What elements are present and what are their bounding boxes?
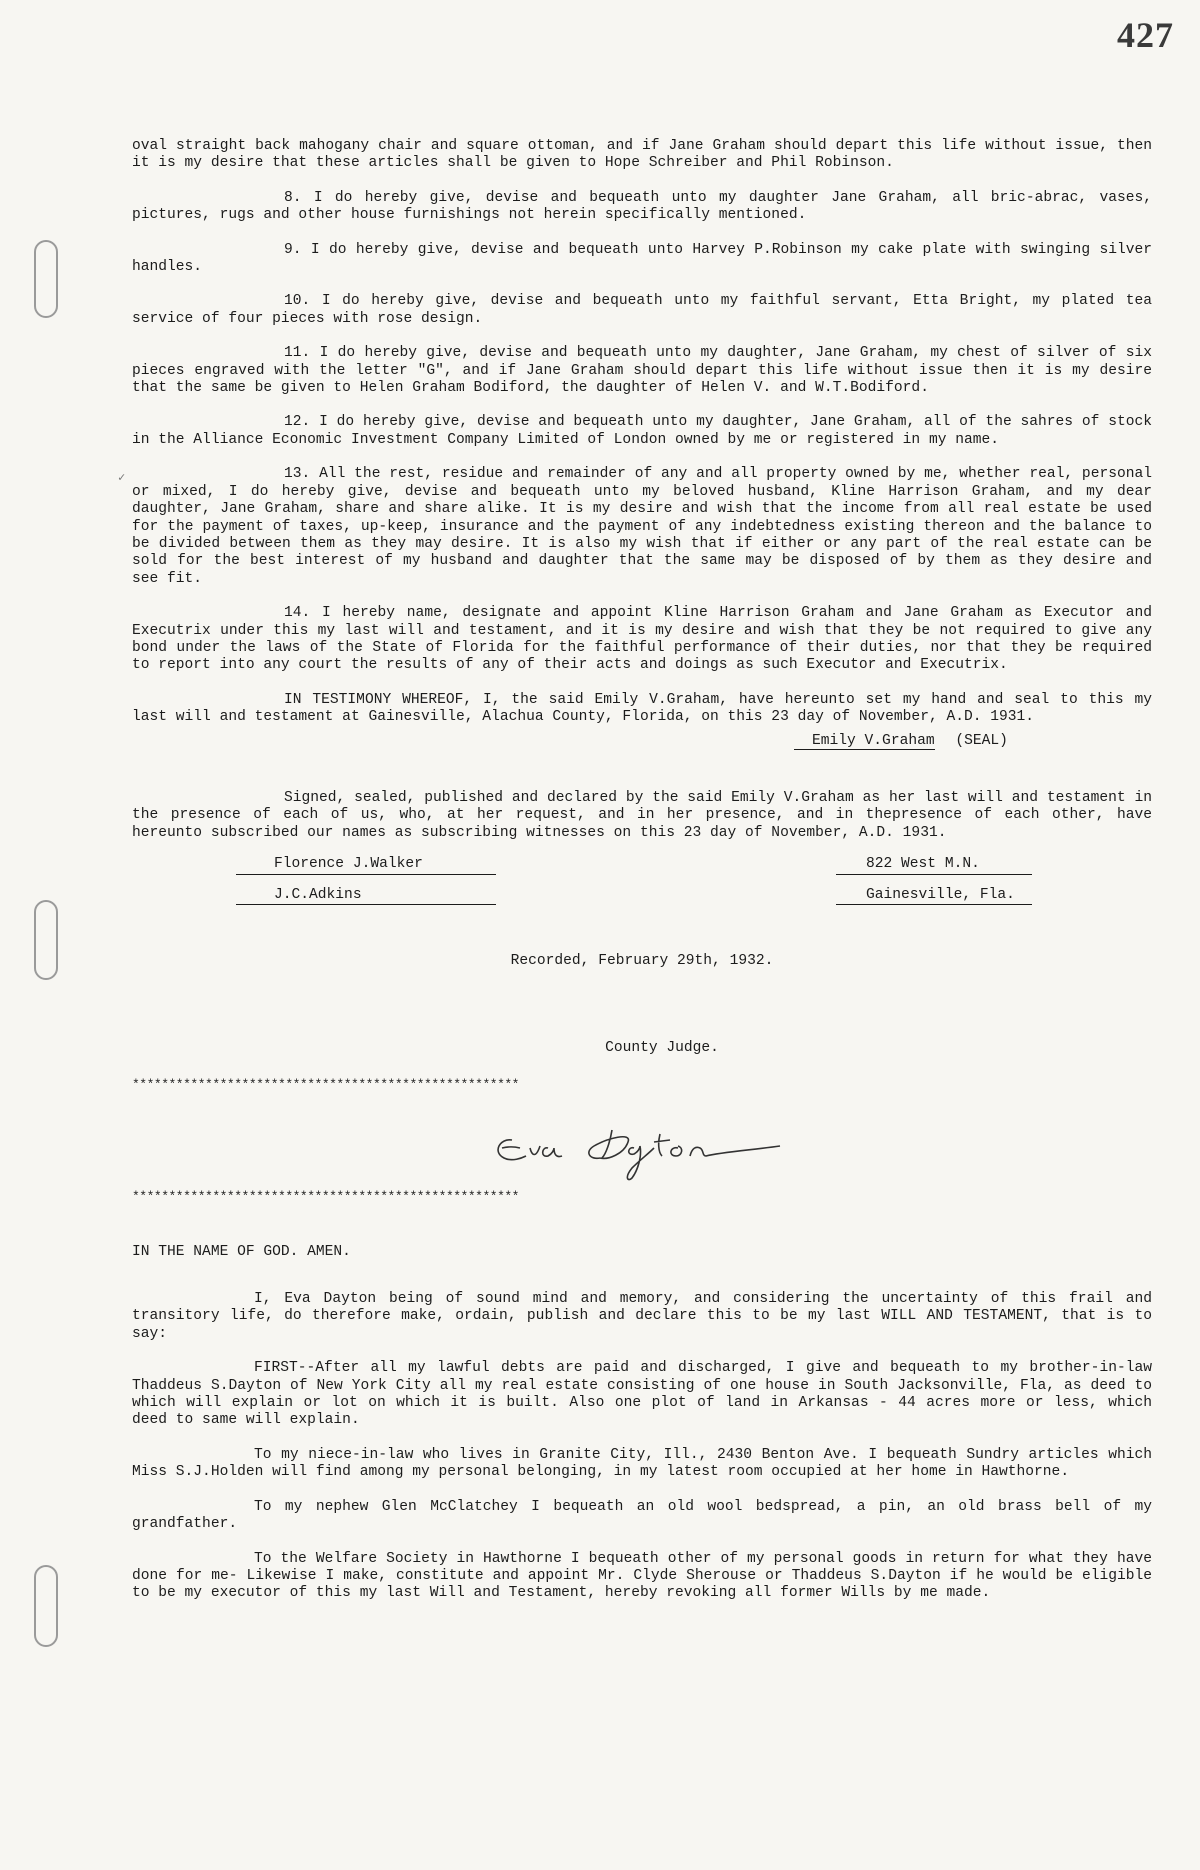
- paragraph-10: 10. I do hereby give, devise and bequeath unto my faithful servant, Etta Bright, my plated tea service of four pieces with rose design.: [132, 293, 1152, 327]
- paragraph-continuation: oval straight back mahogany chair and square ottoman, and if Jane Graham should depart this life without issue, then it is my desire that these articles shall be given to Hope Schreiber and Phil Robinson.: [132, 138, 1152, 172]
- margin-mark: ✓: [118, 471, 126, 485]
- page-number: 427: [1117, 15, 1174, 55]
- witness-name-2: J.C.Adkins: [236, 887, 496, 905]
- will-nephew-bequest: To my nephew Glen McClatchey I bequeath an old wool bedspread, a pin, an old brass bell of my grandfather.: [132, 1498, 1152, 1533]
- testator-name: Emily V.Graham: [794, 733, 935, 750]
- will-niece-bequest: To my niece-in-law who lives in Granite City, Ill., 2430 Benton Ave. I bequeath Sundry articles which Miss S.J.Holden will find among my personal belonging, in my latest room occupied at her home in Hawthorne.: [132, 1446, 1152, 1481]
- witness-row-2: [132, 887, 1152, 905]
- paragraph-9: 9. I do hereby give, devise and bequeath unto Harvey P.Robinson my cake plate with swinging silver handles.: [132, 241, 1152, 276]
- stars-divider-bottom: *****************************************************: [132, 1189, 519, 1205]
- witness-address-2: Gainesville, Fla.: [836, 887, 1032, 905]
- witness-address-1: 822 West M.N.: [836, 856, 1032, 874]
- paragraph-8: 8. I do hereby give, devise and bequeath unto my daughter Jane Graham, all bric-abrac, vases, pictures, rugs and other house furnishings not herein specifically mentioned.: [132, 189, 1152, 224]
- will-intro: I, Eva Dayton being of sound mind and memory, and considering the uncertainty of this frail and transitory life, do therefore make, ordain, publish and declare this to be my last WILL AND TESTAMENT, that is to say:: [132, 1291, 1152, 1342]
- paragraph-13: 13. All the rest, residue and remainder of any and all property owned by me, whether real, personal or mixed, I do hereby give, devise and bequeath unto my beloved husband, Kline Harrison Graham, and my dear daughter, Jane Graham, share and share alike. It is my desire and wish that the income from all real estate be used for the payment of taxes, up-keep, insurance and the payment of any indebtedness existing thereon and the balance to be divided between them as they may desire. It is also my wish that if either or any part of the real estate can be sold for the best interest of my husband and daughter that the same may be disposed of by them as they desire and see fit.: [132, 466, 1152, 587]
- paragraph-11: 11. I do hereby give, devise and bequeath unto my daughter, Jane Graham, my chest of silver of six pieces engraved with the letter "G", and if Jane Graham should depart this life without issue then it is my desire that the same be given to Helen Graham Bodiford, the daughter of Helen V. and W.T.Bodiford.: [132, 345, 1152, 397]
- binder-hole-1: [34, 240, 58, 318]
- paragraph-12: 12. I do hereby give, devise and bequeath unto my daughter, Jane Graham, all of the sahres of stock in the Alliance Economic Investment Company Limited of London owned by me or registered in my name.: [132, 414, 1152, 448]
- binder-hole-3: [34, 1565, 58, 1647]
- will-heading: IN THE NAME OF GOD. AMEN.: [132, 1243, 351, 1260]
- signature-svg: [482, 1112, 802, 1186]
- stars-divider-top: *****************************************************: [132, 1076, 519, 1092]
- paragraph-14: 14. I hereby name, designate and appoint Kline Harrison Graham and Jane Graham as Executor and Executrix under this my last will and testament, and it is my desire and wish that they be not required to give any bond under the laws of the State of Florida for the faithful performance of their duties, nor that they be required to report into any court the results of any of their acts and doings as such Executor and Executrix.: [132, 605, 1152, 674]
- seal-label: (SEAL): [955, 732, 1008, 749]
- testator-signature-line: [132, 733, 1152, 750]
- witness-name-1: Florence J.Walker: [236, 856, 496, 874]
- binder-hole-2: [34, 900, 58, 980]
- testimony-clause: IN TESTIMONY WHEREOF, I, the said Emily V.Graham, have hereunto set my hand and seal to this my last will and testament at Gainesville, Alachua County, Florida, on this 23 day of November, A.D. 1931.: [132, 691, 1152, 726]
- witness-row-1: [132, 856, 1152, 874]
- document-body: [132, 138, 1152, 1620]
- will-first-bequest: FIRST--After all my lawful debts are paid and discharged, I give and bequeath to my brother-in-law Thaddeus S.Dayton of New York City all my real estate consisting of one house in South Jacksonville, Fla, as deed to which will explain or lot on which it is built. Also one plot of land in Arkansas - 44 acres more or less, which deed to same will explain.: [132, 1360, 1152, 1429]
- recorded-date: Recorded, February 29th, 1932.: [510, 953, 774, 969]
- will-welfare-bequest: To the Welfare Society in Hawthorne I bequeath other of my personal goods in return for what they have done for me- Likewise I make, constitute and appoint Mr. Clyde Sherouse or Thaddeus S.Dayton if he would be eligible to be my executor of this my last Will and Testament, hereby revoking all former Wills by me made.: [132, 1550, 1152, 1602]
- attestation-clause: Signed, sealed, published and declared by the said Emily V.Graham as her last will and testament in the presence of each of us, who, at her request, and in her presence, and in thepresence of each other, have hereunto subscribed our names as subscribing witnesses on this 23 day of November, A.D. 1931.: [132, 789, 1152, 841]
- county-judge-label: County Judge.: [605, 1040, 719, 1057]
- handwritten-signature: [132, 1110, 1152, 1188]
